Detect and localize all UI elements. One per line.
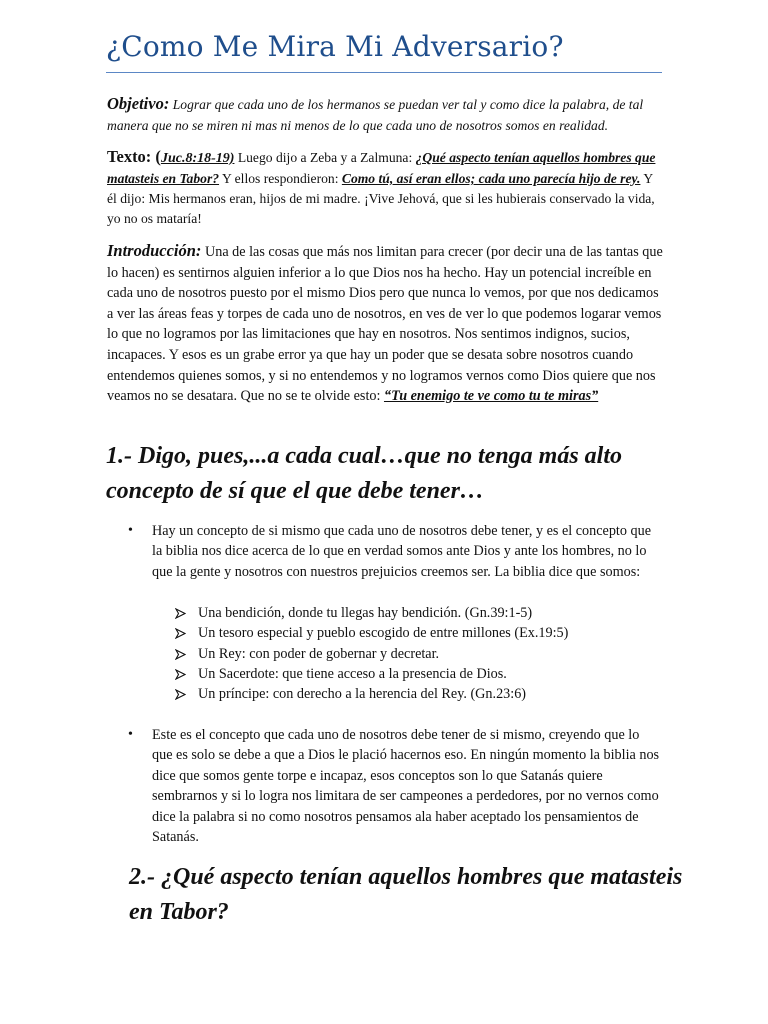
texto-part-1: Luego dijo a Zeba y a Zalmuna: [234, 150, 416, 165]
introduccion-quote: “Tu enemigo te ve como tu te miras” [383, 388, 599, 405]
introduccion-text: Una de las cosas que más nos limitan para crecer (por decir una de las tantas que lo hacen) es sentirnos alguien inferior a lo que Dios nos ha hecho. Hay un potencial increíble en cada uno de nosotros puesto por el mismo Dios pero que nunca lo vemos, por que nos dedicamos a ver las áreas feas y torpes de cada uno de nosotros, en ves de ver lo que podemos logarar vemos lo que no logramos por las limitaciones que hay en nosotros. Nos sentimos indignos, sucios, incapaces. Y esos es un grabe error ya que hay un poder que se desata sobre nosotros cuando entendemos quienes somos, y si no entendemos y no logramos vernos como Dios quiere que nos veamos no se desatara. Que no se te olvide esto: [107, 244, 663, 405]
sub-list-text: Un tesoro especial y pueblo escogido de entre millones (Ex.19:5) [198, 625, 569, 641]
objetivo-text: Lograr que cada uno de los hermanos se puedan ver tal y como dice la palabra, de tal manera que no se miren ni mas ni menos de lo que cada uno de nosotros somos en realidad. [107, 97, 644, 133]
arrowhead-bullet-icon [175, 603, 189, 619]
bullet-item [128, 725, 662, 847]
title-underline-rule [106, 72, 662, 73]
sub-list-text: Una bendición, donde tu llegas hay bendición. (Gn.39:1-5) [198, 605, 533, 621]
texto-part-3: Y él dijo: Mis hermanos eran, hijos de mi madre. ¡Vive Jehová, que si les hubierais conservado la vida, yo no os mataría! [107, 171, 655, 226]
scripture-reference: Juc.8:18-19) [160, 151, 235, 166]
texto-quote-1: ¿Qué aspecto tenían aquellos hombres que matasteis en Tabor? [107, 150, 656, 186]
document-title: ¿Como Me Mira Mi Adversario? [106, 30, 564, 63]
bullet-text: Hay un concepto de si mismo que cada uno de nosotros debe tener, y es el concepto que la biblia nos dice acerca de lo que en verdad somos ante Dios y ante los hombres, no lo que la gente y nosotros con nuestros prejuicios creemos ser. La biblia dice que somos: [152, 523, 651, 580]
objetivo-paragraph [107, 94, 663, 136]
texto-paragraph [107, 147, 663, 229]
arrowhead-bullet-icon [175, 664, 189, 680]
texto-label: Texto: ( [107, 147, 161, 166]
sub-list-text: Un Rey: con poder de gobernar y decretar. [198, 646, 440, 662]
sub-list-text: Un Sacerdote: que tiene acceso a la presencia de Dios. [198, 666, 507, 682]
arrowhead-bullet-icon [175, 623, 189, 639]
texto-part-2: Y ellos respondieron: [219, 171, 342, 186]
arrowhead-bullet-icon [175, 644, 189, 660]
bullet-item [128, 521, 662, 582]
objetivo-label: Objetivo: [107, 94, 170, 113]
bullet-text: Este es el concepto que cada uno de nosotros debe tener de si mismo, creyendo que lo que es solo se debe a que a Dios le plació hacernos eso. En ningún momento la biblia nos dice que somos gente torpe e incapaz, esos conceptos son lo que Satanás quiere sembrarnos y si lo logra nos limitara de ser campeones a perdedores, por no vernos como dice la palabra si no como nosotros pensamos ala haber aceptado los pensamientos de Satanás. [152, 727, 660, 846]
section-heading-1: 1.- Digo, pues,...a cada cual…que no tenga más alto concepto de sí que el que debe tener… [106, 443, 623, 504]
arrowhead-bullet-icon [175, 684, 189, 700]
bullet-dot-icon: • [128, 727, 133, 742]
texto-quote-2: Como tú, así eran ellos; cada uno parecía hijo de rey. [341, 171, 641, 186]
introduccion-label: Introducción: [107, 241, 202, 260]
bullet-dot-icon: • [128, 523, 133, 538]
section-heading-2: 2.- ¿Qué aspecto tenían aquellos hombres que matasteis en Tabor? [129, 864, 683, 925]
introduccion-paragraph [107, 241, 663, 407]
sub-list-text: Un príncipe: con derecho a la herencia del Rey. (Gn.23:6) [198, 686, 527, 702]
